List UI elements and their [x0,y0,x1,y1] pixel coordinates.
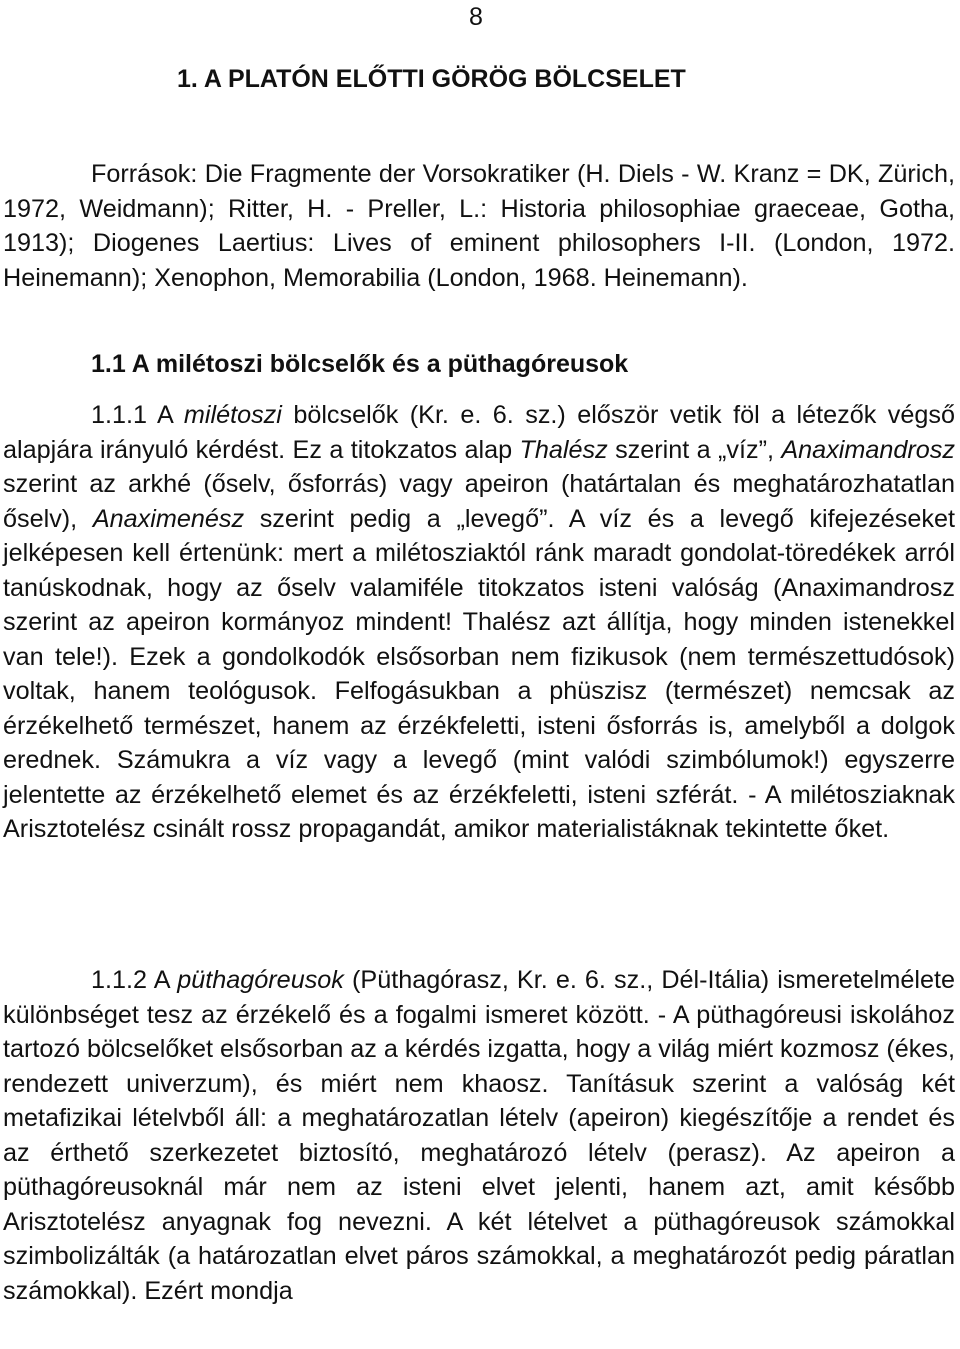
pythagorean-heading-rest: (Püthagórasz, Kr. e. 6. sz., Dél-Itália) [343,966,770,994]
section-title: 1.1 A milétoszi bölcselők és a püthagóreusok [91,350,629,378]
name-anaximenes: Anaximenész [92,504,245,533]
milesian-heading-rest: bölcselők (Kr. e. 6. sz.) [281,401,566,429]
pythagorean-heading-italic: püthagóreusok [177,966,344,994]
milesian-paragraph [3,398,955,847]
page-number: 8 [469,3,483,31]
pythagorean-paragraph [3,963,955,1308]
sources-paragraph: Források: Die Fragmente der Vorsokratiker (H. Diels - W. Kranz = DK, Zürich, 1972, Weidmann); Ritter, H. - Preller, L.: Historia philosophiae graeceae, Gotha, 1913); Diogenes Laertius: Lives of eminent philosophers I-II. (London, 1972. Heinemann); Xenophon, Memorabilia (London, 1968. Heinemann). [3,160,955,292]
pythagorean-heading-num: 1.1.2 A [91,966,178,994]
milesian-text-2: szerint a „víz”, [607,435,782,464]
milesian-heading-italic: milétoszi [183,401,282,429]
chapter-title: 1. A PLATÓN ELŐTTI GÖRÖG BÖLCSELET [177,65,686,93]
milesian-text-3: szerint az arkhé (őselv, ősforrás) vagy apeiron (határtalan és meghatározhatatlan őselv), [3,470,955,533]
name-anaximandros: Anaximandrosz [781,435,955,464]
milesian-text-4: szerint pedig a „levegő”. A víz és a levegő kifejezéseket jelképesen kell értenünk: mert a milétosziaktól ránk maradt gondolat-töredékek arról tanúskodnak, hogy az őselv valamiféle titokzatos isteni valóság (Anaximandrosz szerint az apeiron kormányoz mindent! Thalész azt állítja, hogy minden istenekkel van tele!). Ezek a gondolkodók elsősorban nem fizikusok (nem természettudósok) voltak, hanem teológusok. Felfogásukban a phüszisz (természet) nemcsak az érzékelhető természet, hanem az érzékfeletti, isteni ősforrás is, amelyből a dolgok erednek. Számukra a víz vagy a levegő (mint valódi szimbólumok!) egyszerre jelentette az érzékelhető elemet és az érzékfeletti, isteni szférát. - A milétosziaknak Arisztotelész csinált rossz propagandát, amikor materialistáknak tekintette őket. [3,504,956,843]
milesian-subheading [91,401,566,429]
milesian-heading-num: 1.1.1 A [91,401,184,429]
milesian-text-1: először vetik föl a létezők végső alapjára irányuló kérdést. Ez a titokzatos alap [3,401,955,464]
pythagorean-subheading [91,966,769,994]
pythagorean-text-1: ismeretelmélete különbséget tesz az érzékelő és a fogalmi ismeret között. - A püthagóreusi iskolához tartozó bölcselőket elsősorban az a kérdés izgatta, hogy a világ miért kozmosz (ékes, rendezett univerzum), és miért nem khaosz. Tanításuk szerint a valóság két metafizikai lételvből áll: a meghatározatlan lételv (apeiron) kiegészítője a rendet és az érthető szerkezetet biztosító, meghatározó lételv (perasz). Az apeiron a püthagóreusoknál már nem az isteni elvet jelenti, hanem azt, amit később Arisztotelész anyagnak fog nevezni. A két lételvet a püthagóreusok számokkal szimbolizálták (a határozatlan elvet páros számokkal, a meghatározót pedig páratlan számokkal). Ezért mondja [3,966,955,1305]
name-thales: Thalész [519,435,608,464]
